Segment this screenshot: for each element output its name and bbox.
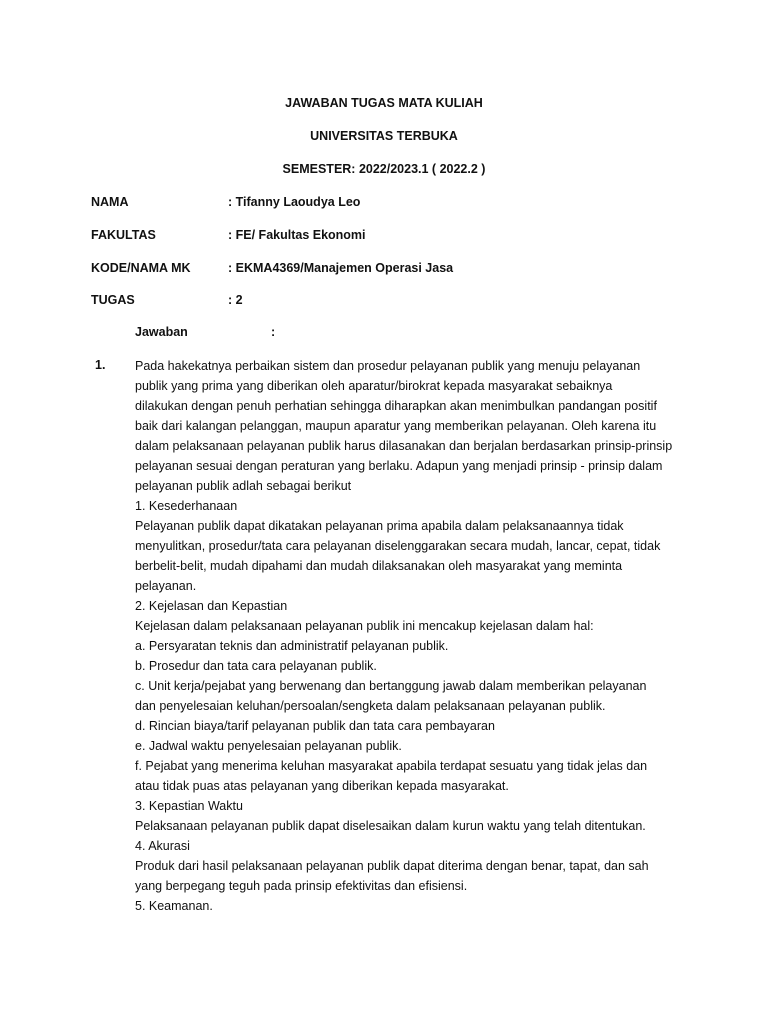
answer-line: b. Prosedur dan tata cara pelayanan publik. [135, 659, 377, 673]
field-label-tugas: TUGAS [91, 293, 135, 307]
answer-colon: : [271, 325, 276, 339]
answer-line: pelayanan sesuai dengan peraturan yang berlaku. Adapun yang menjadi prinsip - prinsip dalam [135, 459, 663, 473]
field-label-nama: NAMA [91, 195, 129, 209]
field-value-kode: : EKMA4369/Manajemen Operasi Jasa [228, 261, 454, 275]
answer-line: 5. Keamanan. [135, 899, 213, 913]
answer-line: 4. Akurasi [135, 839, 190, 853]
field-label-fakultas: FAKULTAS [91, 228, 156, 242]
answer-line: Pelayanan publik dapat dikatakan pelayanan prima apabila dalam pelaksanaannya tidak [135, 519, 624, 533]
field-label-kode: KODE/NAMA MK [91, 261, 191, 275]
answer-line: dalam pelaksanaan pelayanan publik harus dilasanakan dan berjalan berdasarkan prinsip-prinsip [135, 439, 673, 453]
university-name: UNIVERSITAS TERBUKA [310, 129, 458, 143]
semester-line: SEMESTER: 2022/2023.1 ( 2022.2 ) [282, 162, 486, 176]
answer-line: 1. Kesederhanaan [135, 499, 238, 513]
answer-line: d. Rincian biaya/tarif pelayanan publik dan tata cara pembayaran [135, 719, 495, 733]
answer-line: Pelaksanaan pelayanan publik dapat diselesaikan dalam kurun waktu yang telah ditentukan. [135, 819, 646, 833]
answer-line: 2. Kejelasan dan Kepastian [135, 599, 288, 613]
answer-line: Kejelasan dalam pelaksanaan pelayanan publik ini mencakup kejelasan dalam hal: [135, 619, 594, 633]
answer-line: pelayanan publik adlah sebagai berikut [135, 479, 352, 493]
answer-line: a. Persyaratan teknis dan administratif pelayanan publik. [135, 639, 449, 653]
answer-line: Produk dari hasil pelaksanaan pelayanan publik dapat diterima dengan benar, tapat, dan sah [135, 859, 649, 873]
answer-line: yang berpegang teguh pada prinsip efektivitas dan efisiensi. [135, 879, 468, 893]
answer-line: Pada hakekatnya perbaikan sistem dan prosedur pelayanan publik yang menuju pelayanan [135, 359, 641, 373]
answer-line: publik yang prima yang diberikan oleh aparatur/birokrat kepada masyarakat sebaiknya [135, 379, 613, 393]
doc-title: JAWABAN TUGAS MATA KULIAH [285, 96, 483, 110]
answer-line: f. Pejabat yang menerima keluhan masyarakat apabila terdapat sesuatu yang tidak jelas dan [135, 759, 648, 773]
answer-number: 1. [95, 358, 106, 372]
field-value-nama: : Tifanny Laoudya Leo [228, 195, 361, 209]
answer-line: dilakukan dengan penuh perhatian sehingga diharapkan akan menimbulkan pandangan positif [135, 399, 657, 413]
answer-label: Jawaban [135, 325, 188, 339]
answer-line: c. Unit kerja/pejabat yang berwenang dan bertanggung jawab dalam memberikan pelayanan [135, 679, 647, 693]
field-value-tugas: : 2 [228, 293, 243, 307]
answer-line: e. Jadwal waktu penyelesaian pelayanan publik. [135, 739, 402, 753]
answer-line: berbelit-belit, mudah dipahami dan mudah dilaksanakan oleh masyarakat yang meminta [135, 559, 623, 573]
answer-line: atau tidak puas atas pelayanan yang diberikan kepada masyarakat. [135, 779, 509, 793]
answer-line: 3. Kepastian Waktu [135, 799, 243, 813]
answer-body [135, 356, 695, 916]
answer-line: dan penyelesaian keluhan/persoalan/sengketa dalam pelaksanaan pelayanan publik. [135, 699, 606, 713]
answer-line: menyulitkan, prosedur/tata cara pelayanan diselenggarakan secara mudah, lancar, cepat, tidak [135, 539, 661, 553]
field-value-fakultas: : FE/ Fakultas Ekonomi [228, 228, 366, 242]
answer-line: baik dari kalangan pelanggan, maupun aparatur yang memberikan pelayanan. Oleh karena itu [135, 419, 657, 433]
answer-line: pelayanan. [135, 579, 197, 593]
